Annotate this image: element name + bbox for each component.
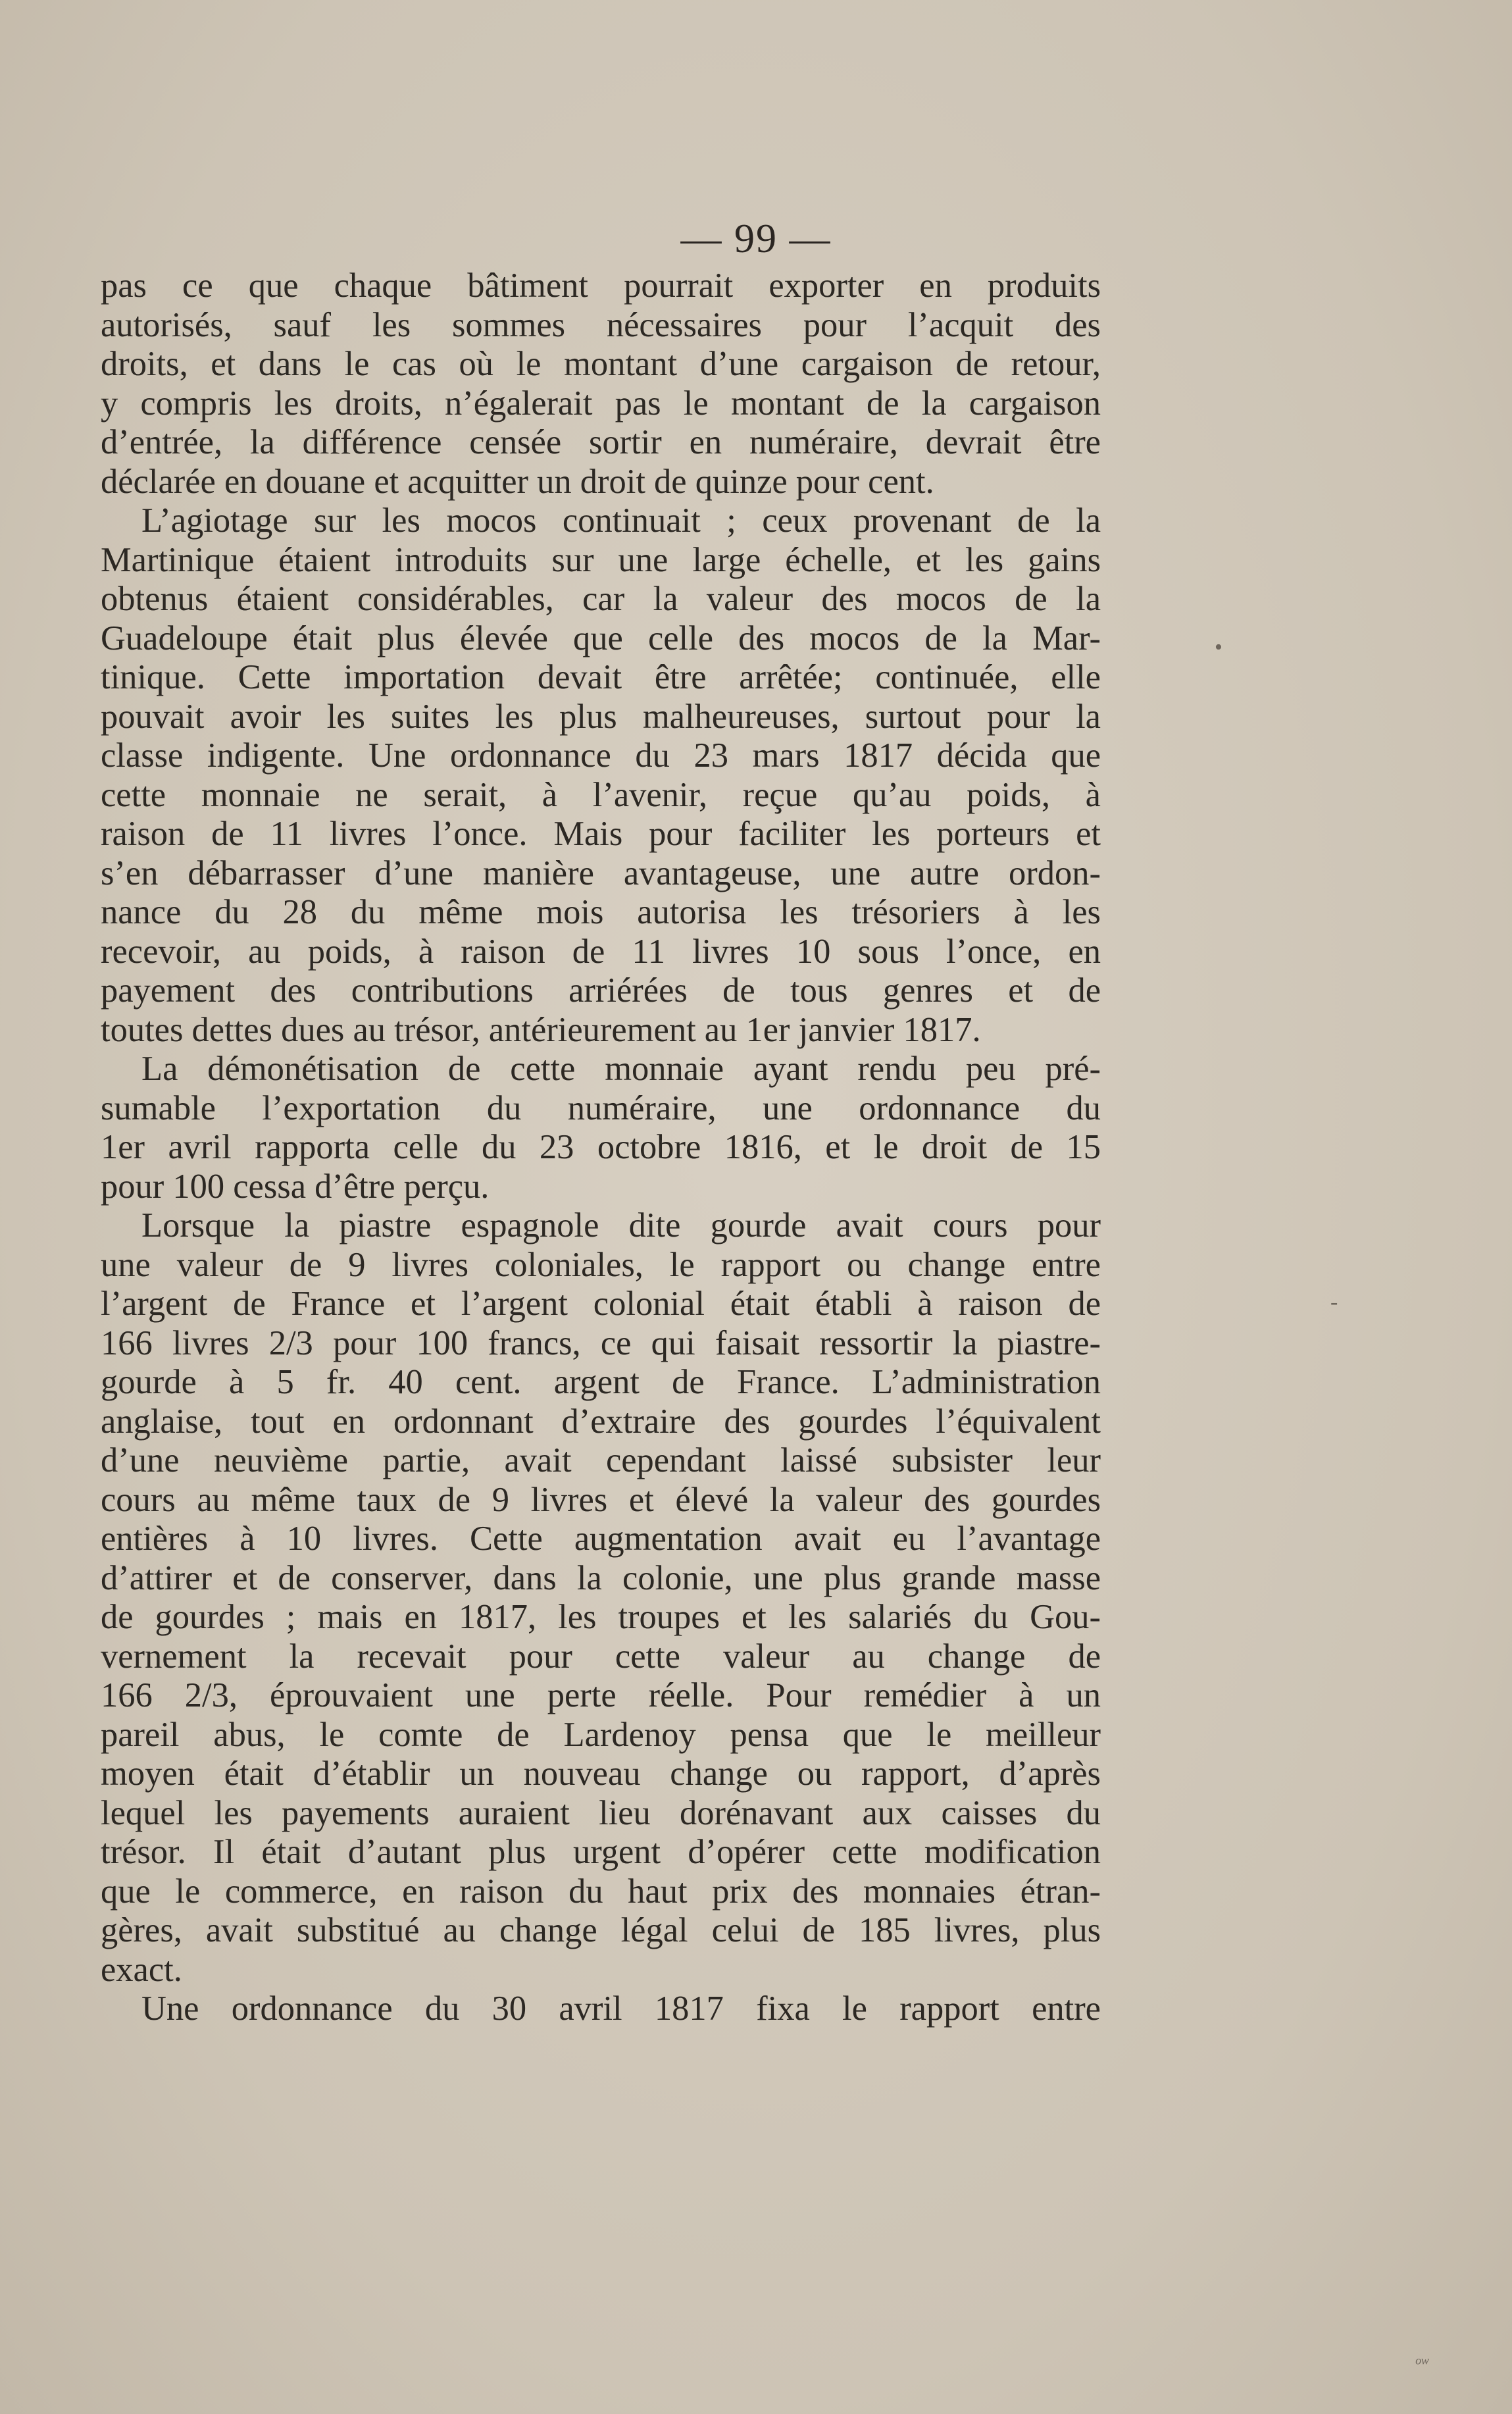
text-line: droits, et dans le cas où le montant d’une cargaison de retour, bbox=[101, 345, 1101, 383]
text-line: s’en débarrasser d’une manière avantageuse, une autre ordon- bbox=[101, 854, 1101, 892]
text-line: trésor. Il était d’autant plus urgent d’opérer cette modification bbox=[101, 1833, 1101, 1871]
text-line: Guadeloupe était plus élevée que celle des mocos de la Mar- bbox=[101, 619, 1101, 657]
text-line: autorisés, sauf les sommes nécessaires pour l’acquit des bbox=[101, 305, 1101, 344]
text-line: d’entrée, la différence censée sortir en numéraire, devrait être bbox=[101, 423, 1101, 461]
text-line: 166 livres 2/3 pour 100 francs, ce qui faisait ressortir la piastre- bbox=[101, 1323, 1101, 1362]
text-line: une valeur de 9 livres coloniales, le rapport ou change entre bbox=[101, 1245, 1101, 1284]
text-line: anglaise, tout en ordonnant d’extraire des gourdes l’équivalent bbox=[101, 1402, 1101, 1441]
page-number: — 99 — bbox=[680, 217, 832, 261]
text-line: de gourdes ; mais en 1817, les troupes et les salariés du Gou- bbox=[101, 1598, 1101, 1636]
text-line: 1er avril rapporta celle du 23 octobre 1816, et le droit de 15 bbox=[101, 1128, 1101, 1166]
margin-mark: ᵒʷ bbox=[1415, 2353, 1428, 2375]
text-line: d’attirer et de conserver, dans la colonie, une plus grande masse bbox=[101, 1558, 1101, 1597]
text-line: cette monnaie ne serait, à l’avenir, reçue qu’au poids, à bbox=[101, 775, 1101, 814]
text-line: obtenus étaient considérables, car la valeur des mocos de la bbox=[101, 580, 1101, 618]
body-text bbox=[101, 267, 1101, 2029]
text-line: pas ce que chaque bâtiment pourrait exporter en produits bbox=[101, 267, 1101, 305]
text-line: cours au même taux de 9 livres et élevé la valeur des gourdes bbox=[101, 1480, 1101, 1519]
text-line: vernement la recevait pour cette valeur au change de bbox=[101, 1637, 1101, 1676]
text-line: gourde à 5 fr. 40 cent. argent de France. L’administration bbox=[101, 1363, 1101, 1401]
margin-mark: - bbox=[1330, 1290, 1338, 1314]
text-line: entières à 10 livres. Cette augmentation avait eu l’avantage bbox=[101, 1520, 1101, 1558]
text-line: toutes dettes dues au trésor, antérieurement au 1er janvier 1817. bbox=[101, 1010, 981, 1049]
margin-mark: • bbox=[1215, 635, 1222, 659]
text-line: y compris les droits, n’égalerait pas le montant de la cargaison bbox=[101, 384, 1101, 423]
text-line: Une ordonnance du 30 avril 1817 fixa le rapport entre bbox=[141, 1990, 1101, 2028]
text-line: sumable l’exportation du numéraire, une ordonnance du bbox=[101, 1089, 1101, 1127]
text-line: moyen était d’établir un nouveau change ou rapport, d’après bbox=[101, 1755, 1101, 1793]
text-line: recevoir, au poids, à raison de 11 livres 10 sous l’once, en bbox=[101, 932, 1101, 971]
text-line: L’agiotage sur les mocos continuait ; ceux provenant de la bbox=[141, 501, 1101, 540]
text-line: raison de 11 livres l’once. Mais pour faciliter les porteurs et bbox=[101, 815, 1101, 853]
text-line: Martinique étaient introduits sur une large échelle, et les gains bbox=[101, 540, 1101, 579]
text-line: 166 2/3, éprouvaient une perte réelle. Pour remédier à un bbox=[101, 1676, 1101, 1714]
text-line: d’une neuvième partie, avait cependant laissé subsister leur bbox=[101, 1441, 1101, 1479]
text-line: pareil abus, le comte de Lardenoy pensa que le meilleur bbox=[101, 1715, 1101, 1754]
text-line: La démonétisation de cette monnaie ayant rendu peu pré- bbox=[141, 1050, 1101, 1088]
text-line: l’argent de France et l’argent colonial était établi à raison de bbox=[101, 1285, 1101, 1323]
text-line: déclarée en douane et acquitter un droit de quinze pour cent. bbox=[101, 462, 934, 501]
text-line: pouvait avoir les suites les plus malheureuses, surtout pour la bbox=[101, 697, 1101, 736]
text-line: lequel les payements auraient lieu dorénavant aux caisses du bbox=[101, 1793, 1101, 1832]
text-line: que le commerce, en raison du haut prix des monnaies étran- bbox=[101, 1872, 1101, 1911]
text-line: pour 100 cessa d’être perçu. bbox=[101, 1167, 490, 1206]
text-line: nance du 28 du même mois autorisa les trésoriers à les bbox=[101, 893, 1101, 931]
text-line: tinique. Cette importation devait être arrêtée; continuée, elle bbox=[101, 658, 1101, 696]
text-line: Lorsque la piastre espagnole dite gourde avait cours pour bbox=[141, 1206, 1101, 1245]
text-line: exact. bbox=[101, 1950, 182, 1989]
text-line: payement des contributions arriérées de tous genres et de bbox=[101, 971, 1101, 1010]
text-line: classe indigente. Une ordonnance du 23 mars 1817 décida que bbox=[101, 736, 1101, 775]
text-line: gères, avait substitué au change légal celui de 185 livres, plus bbox=[101, 1911, 1101, 1949]
